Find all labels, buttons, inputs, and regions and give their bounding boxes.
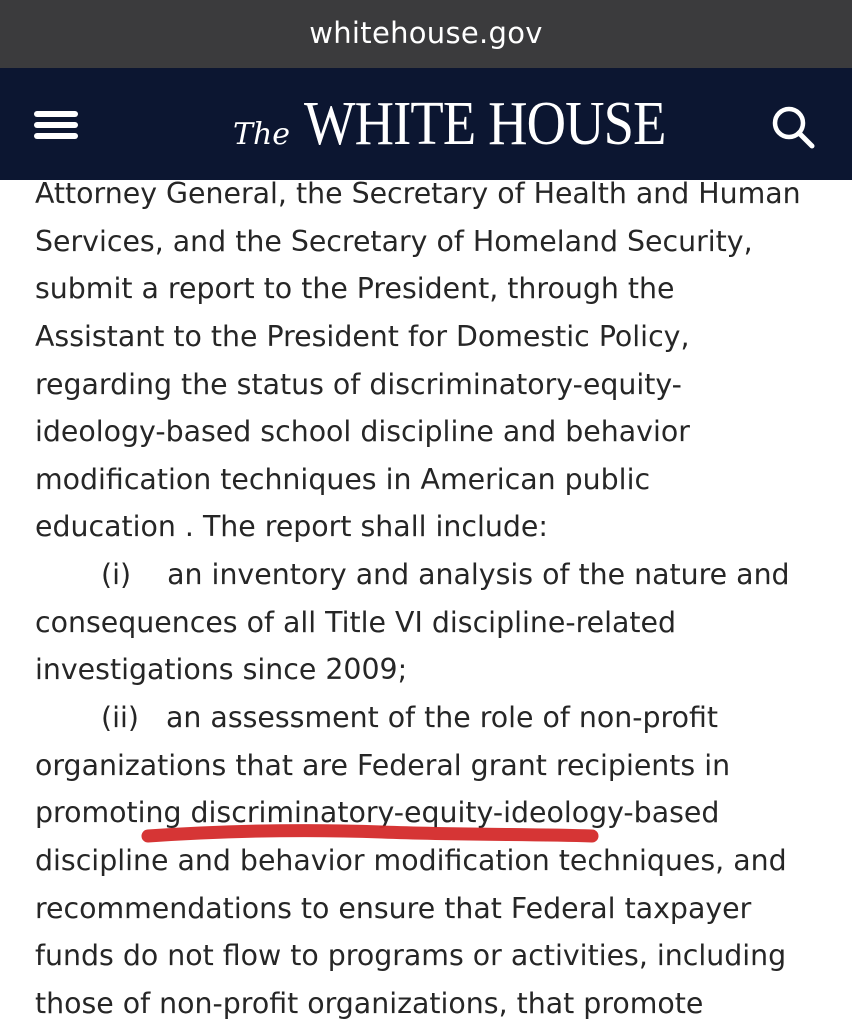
search-button[interactable] — [768, 102, 818, 152]
text-line: funds do not flow to programs or activities, including — [35, 939, 787, 973]
text-line: recommendations to ensure that Federal taxpayer — [35, 891, 752, 925]
text-line: regarding the status of discriminatory-equity- — [35, 367, 682, 401]
text-line: investigations since 2009; — [35, 653, 408, 687]
site-logo — [0, 68, 852, 180]
text-line: education . The report shall include: — [35, 510, 548, 544]
url-text[interactable]: whitehouse.gov — [309, 16, 543, 50]
hamburger-menu-icon — [30, 104, 82, 146]
text-line: Assistant to the President for Domestic Policy, — [35, 319, 690, 353]
text-line: modification techniques in American public — [35, 462, 651, 496]
home-link[interactable] — [232, 89, 666, 160]
logo-white-house: WHITE HOUSE — [304, 89, 666, 158]
text-line: consequences of all Title VI discipline-related — [35, 605, 676, 639]
article-content — [0, 177, 852, 1020]
text-line: Attorney General, the Secretary of Health and Human — [35, 177, 801, 210]
menu-button[interactable] — [30, 104, 82, 146]
text-line: submit a report to the President, through the — [35, 272, 675, 306]
text-line: those of non-profit organizations, that promote — [35, 986, 704, 1020]
logo-the: The — [232, 116, 291, 152]
list-item-i: (i) an inventory and analysis of the nature and — [101, 558, 790, 592]
text-line: organizations that are Federal grant recipients in — [35, 748, 731, 782]
text-line: discipline and behavior modification techniques, and — [35, 843, 787, 877]
list-item-ii: (ii) an assessment of the role of non-profit — [101, 701, 718, 735]
text-line: promoting discriminatory-equity-ideology-based — [35, 796, 720, 830]
text-line: ideology-based school discipline and behavior — [35, 415, 690, 449]
search-icon — [768, 102, 818, 152]
document-text — [35, 170, 835, 1028]
site-header — [0, 68, 852, 180]
text-line: Services, and the Secretary of Homeland Security, — [35, 224, 753, 258]
browser-address-bar[interactable] — [0, 0, 852, 68]
